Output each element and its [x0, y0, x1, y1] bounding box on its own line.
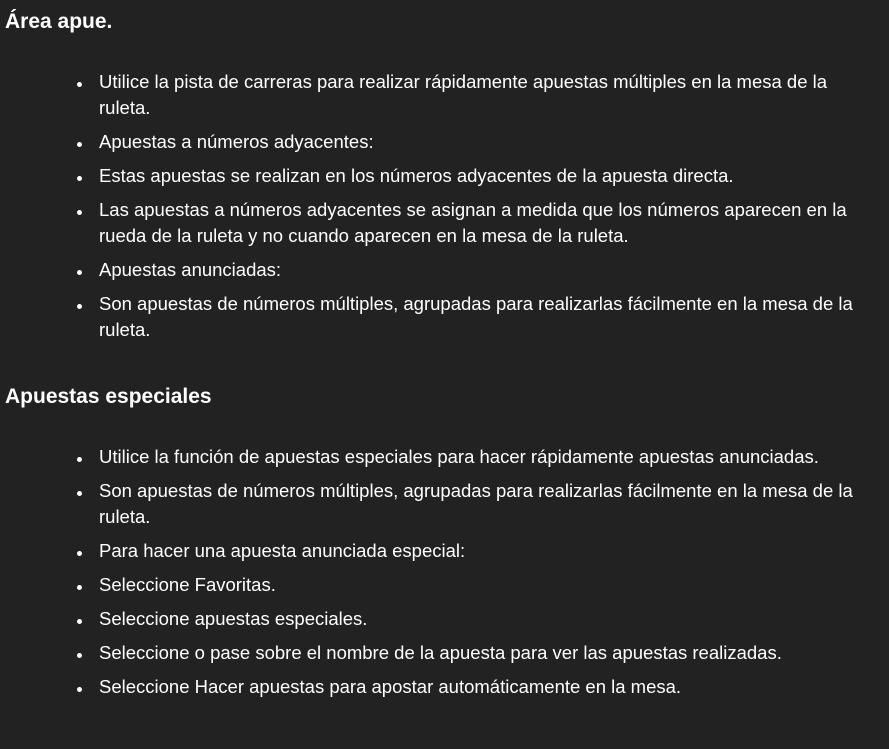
bullet-icon — [77, 142, 82, 147]
list-item-text: Utilice la función de apuestas especiales para hacer rápidamente apuestas anunciadas. — [99, 446, 819, 467]
list-item-text: Seleccione o pase sobre el nombre de la apuesta para ver las apuestas realizadas. — [99, 642, 782, 663]
list-item — [0, 444, 889, 470]
list-item-text: Seleccione Hacer apuestas para apostar automáticamente en la mesa. — [99, 676, 682, 697]
bullet-icon — [77, 653, 82, 658]
bullet-list — [0, 69, 889, 343]
list-item-text: Las apuestas a números adyacentes se asignan a medida que los números aparecen en la rueda de la ruleta y no cuando aparecen en la mesa de la ruleta. — [99, 199, 847, 246]
list-item-text: Apuestas anunciadas: — [99, 259, 282, 280]
section-heading: Apuestas especiales — [5, 385, 212, 408]
list-item — [0, 197, 889, 249]
list-item — [0, 291, 889, 343]
list-item — [0, 674, 889, 700]
bullet-icon — [77, 491, 82, 496]
list-item-text: Apuestas a números adyacentes: — [99, 131, 374, 152]
bullet-icon — [77, 82, 82, 87]
list-item-text: Para hacer una apuesta anunciada especial: — [99, 540, 466, 561]
list-item-text: Seleccione apuestas especiales. — [99, 608, 368, 629]
bullet-list — [0, 444, 889, 700]
list-item-text: Estas apuestas se realizan en los números adyacentes de la apuesta directa. — [99, 165, 734, 186]
list-item-text: Son apuestas de números múltiples, agrupadas para realizarlas fácilmente en la mesa de la ruleta. — [99, 480, 853, 527]
bullet-icon — [77, 457, 82, 462]
bullet-icon — [77, 210, 82, 215]
list-item-text: Seleccione Favoritas. — [99, 574, 276, 595]
list-item — [0, 129, 889, 155]
bullet-icon — [77, 304, 82, 309]
section-heading: Área apue. — [5, 10, 113, 33]
list-item-text: Son apuestas de números múltiples, agrupadas para realizarlas fácilmente en la mesa de la ruleta. — [99, 293, 853, 340]
bullet-icon — [77, 619, 82, 624]
list-item — [0, 606, 889, 632]
bullet-icon — [77, 270, 82, 275]
list-item-text: Utilice la pista de carreras para realizar rápidamente apuestas múltiples en la mesa de la ruleta. — [99, 71, 828, 118]
bullet-icon — [77, 585, 82, 590]
section-apuestas-especiales — [0, 383, 889, 708]
list-item — [0, 572, 889, 598]
list-item — [0, 257, 889, 283]
list-item — [0, 640, 889, 666]
bullet-icon — [77, 176, 82, 181]
bullet-icon — [77, 551, 82, 556]
list-item — [0, 478, 889, 530]
list-item — [0, 538, 889, 564]
bullet-icon — [77, 687, 82, 692]
list-item — [0, 163, 889, 189]
list-item — [0, 69, 889, 121]
section-area-apue — [0, 8, 889, 351]
